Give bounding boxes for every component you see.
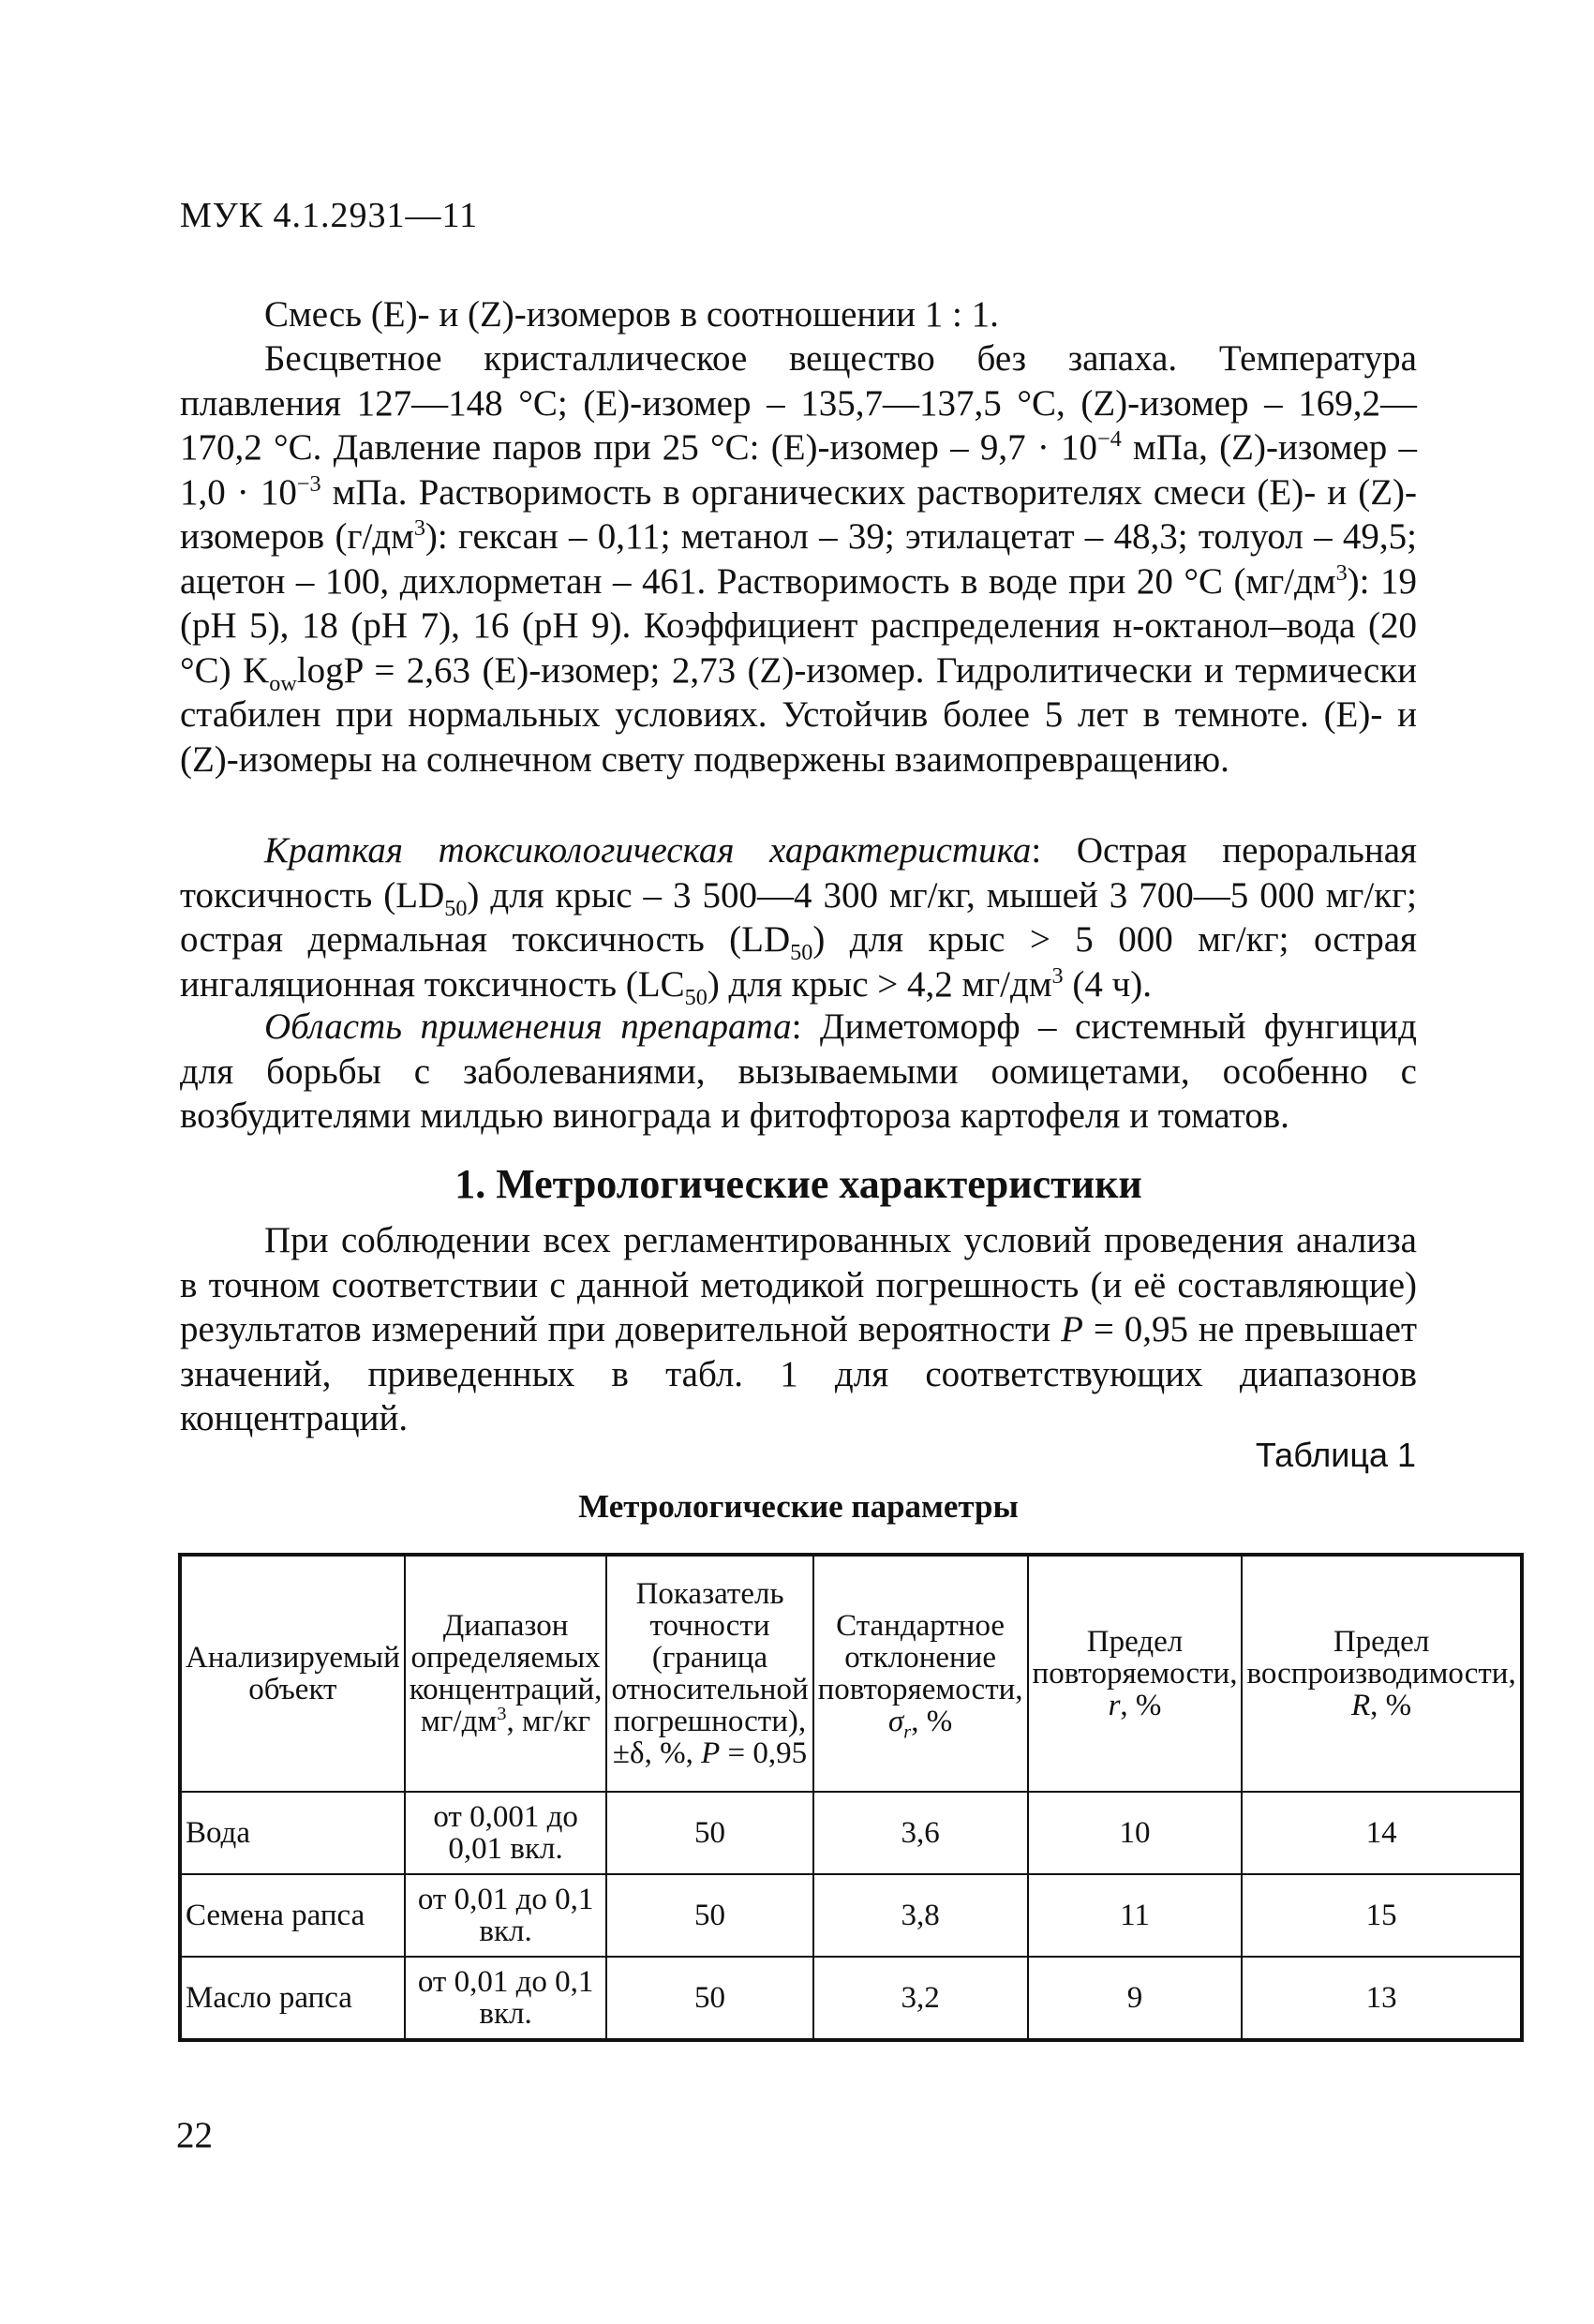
table-row bbox=[180, 1874, 1522, 1957]
metrology-table bbox=[178, 1553, 1524, 2042]
paragraph-physical-properties bbox=[180, 336, 1417, 782]
header-analyzed-object: Анализируемый объект bbox=[180, 1555, 405, 1792]
table-label: Таблица 1 bbox=[1255, 1436, 1416, 1474]
cell-reproducibility: 15 bbox=[1242, 1874, 1521, 1957]
paragraph-text: Область применения препарата: Диметоморф – системный фунгицид для борьбы с заболеваниями, вызываемыми оомицетами, особенно с возбудителями милдью винограда и фитофтороза картофеля и томатов. bbox=[180, 1006, 1417, 1136]
section-title: 1. Метрологические характеристики bbox=[454, 1161, 1142, 1207]
cell-sd: 3,6 bbox=[813, 1792, 1028, 1874]
cell-repeatability: 11 bbox=[1028, 1874, 1243, 1957]
paragraph-application bbox=[180, 1005, 1417, 1139]
header-reproducibility-limit: Предел воспроизводимости, R, % bbox=[1242, 1555, 1521, 1792]
cell-reproducibility: 13 bbox=[1242, 1957, 1521, 2040]
paragraph-text: Бесцветное кристаллическое вещество без запаха. Температура плавления 127—148 °С; (Е)-изомер – 135,7—137,5 °С, (Z)-изомер – 169,2—170,2 °С. Давление паров при 25 °С: (Е)-изомер – $9,7 \cdot 10^{-4}$ мПа, (Z)-изомер – $1,0 \cdot 10^{-3}$ мПа. Растворимость в органических растворителях смеси (Е)- и (Z)-изомеров $(г/дм^3)$: гексан – 0,11; метанол – 39; этилацетат – 48,3; толуол – 49,5; ацетон – 100, дихлорметан – 461. Растворимость в воде при 20 °С $(мг/дм^3)$: 19 (рН 5), 18 (рН 7), 16 (рН 9). Коэффициент распределения н-октанол–вода (20 °С) $K_{ow}\log P = 2,63$ (Е)-изомер; 2,73 (Z)-изомер. Гидролитически и термически стабилен при нормальных условиях. Устойчив более 5 лет в темноте. (Е)- и (Z)-изомеры на солнечном свету подвержены взаимопревращению. bbox=[180, 338, 1418, 780]
cell-object: Семена рапса bbox=[180, 1874, 405, 1957]
table-row bbox=[180, 1792, 1522, 1874]
table-header-row bbox=[180, 1555, 1522, 1792]
cell-object: Вода bbox=[180, 1792, 405, 1874]
paragraph-text: Краткая токсикологическая характеристика: Острая пероральная токсичность $(LD_{50})$ для крыс – 3 500—4 300 мг/кг, мышей 3 700—5 000 мг/кг; острая дермальная токсичность $(LD_{50})$ для крыс > 5 000 мг/кг; острая ингаляционная токсичность $(LC_{50})$ для крыс > 4,2 $мг/дм^3$ (4 ч). bbox=[180, 830, 1417, 1010]
running-header: МУК 4.1.2931—11 bbox=[180, 196, 479, 235]
paragraph-text: При соблюдении всех регламентированных условий проведения анализа в точном соответствии с данной методикой погрешность (и её составляющие) результатов измерений при доверительной вероятности P = 0,95 не превышает значений, приведенных в табл. 1 для соответствующих диапазонов концентраций. bbox=[180, 1220, 1418, 1438]
cell-accuracy: 50 bbox=[606, 1957, 812, 2040]
table-title: Метрологические параметры bbox=[578, 1488, 1019, 1525]
cell-reproducibility: 14 bbox=[1242, 1792, 1521, 1874]
table-row bbox=[180, 1957, 1522, 2040]
cell-sd: 3,8 bbox=[813, 1874, 1028, 1957]
cell-range: от 0,001 до 0,01 вкл. bbox=[405, 1792, 607, 1874]
cell-accuracy: 50 bbox=[606, 1792, 812, 1874]
cell-sd: 3,2 bbox=[813, 1957, 1028, 2040]
page-number: 22 bbox=[176, 2115, 213, 2155]
cell-range: от 0,01 до 0,1 вкл. bbox=[405, 1874, 607, 1957]
header-standard-deviation: Стандартное отклонение повторяемости, $\sigma_r$, % bbox=[813, 1555, 1028, 1792]
cell-object: Масло рапса bbox=[180, 1957, 405, 2040]
cell-range: от 0,01 до 0,1 вкл. bbox=[405, 1957, 607, 2040]
header-accuracy: Показатель точности (граница относительной погрешности), ±δ, %, P = 0,95 bbox=[606, 1555, 812, 1792]
paragraph-metrology bbox=[180, 1218, 1417, 1441]
paragraph-toxicology bbox=[180, 828, 1417, 1010]
cell-accuracy: 50 bbox=[606, 1874, 812, 1957]
header-repeatability-limit: Предел повторяемости, r, % bbox=[1028, 1555, 1243, 1792]
paragraph-isomer-mixture bbox=[180, 292, 1417, 337]
cell-repeatability: 9 bbox=[1028, 1957, 1243, 2040]
header-concentration-range: Диапазон определяемых концентраций, $мг/дм^3$, мг/кг bbox=[405, 1555, 607, 1792]
cell-repeatability: 10 bbox=[1028, 1792, 1243, 1874]
paragraph-text: Смесь (Е)- и (Z)-изомеров в соотношении 1 : 1. bbox=[264, 294, 999, 335]
